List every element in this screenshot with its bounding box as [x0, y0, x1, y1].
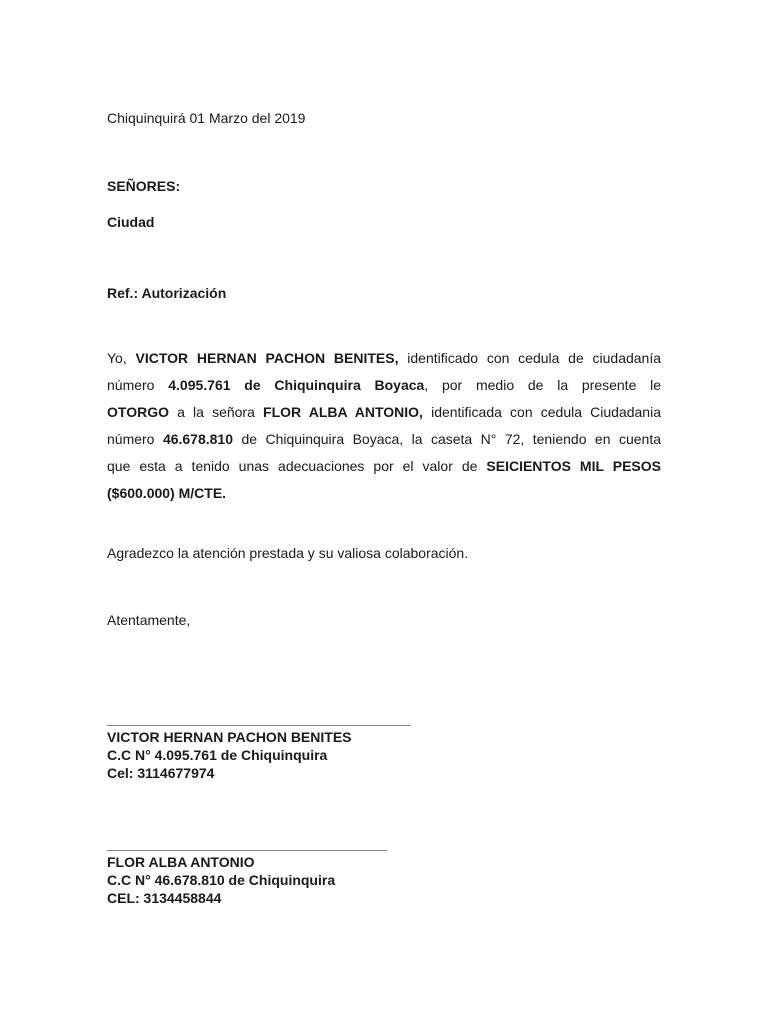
recipient-heading: SEÑORES:: [107, 178, 181, 194]
body-line-2: [107, 372, 661, 399]
reference-line: Ref.: Autorización: [107, 285, 227, 301]
signer-name: VICTOR HERNAN PACHON BENITES: [107, 729, 352, 745]
thanks-line: Agradezco la atención prestada y su valiosa colaboración.: [107, 545, 469, 561]
body-text: número: [107, 377, 169, 393]
grantor-id: 4.095.761 de Chiquinquira Boyaca: [168, 377, 425, 393]
body-text: de Chiquinquira Boyaca, la caseta N° 72, teniendo en cuenta: [233, 431, 661, 447]
amount-figure: ($600.000) M/CTE.: [107, 485, 227, 501]
body-paragraph: [107, 345, 661, 507]
body-line-3: [107, 399, 661, 426]
body-line-5: [107, 453, 661, 480]
body-line-1: [107, 345, 661, 372]
grantor-name: VICTOR HERNAN PACHON BENITES,: [135, 350, 399, 366]
body-text: , por medio de la presente le: [424, 377, 662, 393]
body-text: identificada con cedula Ciudadania: [422, 404, 661, 420]
signer-phone: CEL: 3134458844: [107, 890, 222, 906]
body-text: número: [107, 431, 163, 447]
signer-id: C.C N° 4.095.761 de Chiquinquira: [107, 747, 328, 763]
grantee-name: FLOR ALBA ANTONIO,: [263, 404, 423, 420]
signature-block-1: [107, 710, 411, 782]
body-text: que esta a tenido unas adecuaciones por el valor de: [107, 458, 487, 474]
body-line-6: [107, 480, 661, 507]
body-line-4: [107, 426, 661, 453]
signature-rule: _______________________________________: [107, 711, 411, 727]
closing-line: Atentamente,: [107, 612, 191, 628]
grant-verb: OTORGO: [107, 404, 169, 420]
grantee-id: 46.678.810: [162, 431, 234, 447]
body-text: Yo,: [107, 350, 136, 366]
date-line: Chiquinquirá 01 Marzo del 2019: [107, 110, 306, 126]
signer-id: C.C N° 46.678.810 de Chiquinquira: [107, 872, 336, 888]
signature-block-2: [107, 835, 387, 907]
signature-rule: ____________________________________: [107, 836, 388, 852]
city-line: Ciudad: [107, 214, 155, 230]
body-text: identificado con cedula de ciudadanía: [398, 350, 662, 366]
body-text: a la señora: [168, 404, 264, 420]
signer-name: FLOR ALBA ANTONIO: [107, 854, 255, 870]
signer-phone: Cel: 3114677974: [107, 765, 215, 781]
amount-words: SEICIENTOS MIL PESOS: [486, 458, 661, 474]
